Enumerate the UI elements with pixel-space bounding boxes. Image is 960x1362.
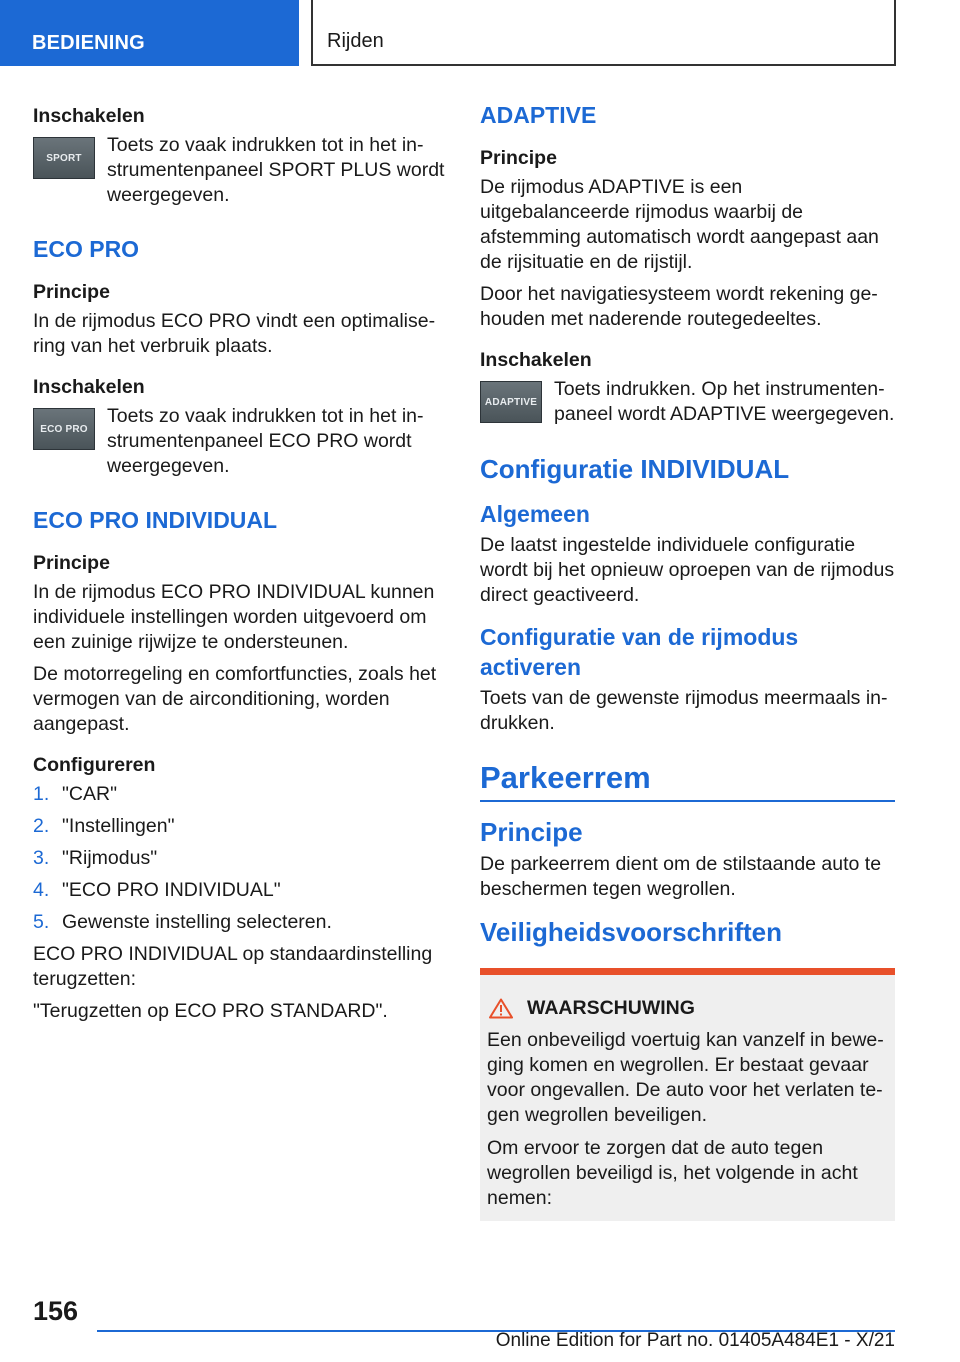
eco-individual-heading: ECO PRO INDIVIDUAL bbox=[33, 507, 278, 533]
adaptive-instruction-text: Toets indrukken. Op het instrumentenpaneel wordt ADAPTIVE weergegeven. bbox=[554, 378, 895, 425]
eco-pro-button-icon: ECO PRO bbox=[33, 408, 95, 450]
activate-text: Toets van de gewenste rijmodus meermaals indrukken. bbox=[480, 687, 888, 734]
eco-principle-text: In de rijmodus ECO PRO vindt een optimalisering van het verbruik plaats. bbox=[33, 310, 436, 357]
adaptive-instruction bbox=[480, 377, 895, 429]
reset-text-2: "Terugzetten op ECO PRO STANDARD". bbox=[33, 1000, 388, 1022]
safety-heading: Veiligheidsvoorschriften bbox=[480, 917, 782, 947]
list-item: 3. "Rijmodus" bbox=[33, 847, 158, 869]
reset-text-1: ECO PRO INDIVIDUAL op standaardinstelling terugzetten: bbox=[33, 943, 433, 990]
eco-individual-text-1: In de rijmodus ECO PRO INDIVIDUAL kunnen individuele instellingen worden uitgevoerd om een zuinige rijwijze te ondersteunen. bbox=[33, 581, 435, 653]
general-text: De laatst ingestelde individuele configuratie wordt bij het opnieuw oproepen van de rijmodus direct geactiveerd. bbox=[480, 534, 895, 606]
parking-principle-heading: Principe bbox=[480, 817, 583, 847]
adaptive-text-2: Door het navigatiesysteem wordt rekening gehouden met naderende routegedeeltes. bbox=[480, 283, 878, 330]
left-column bbox=[33, 100, 446, 1031]
eco-switch-heading: Inschakelen bbox=[33, 376, 145, 398]
sport-instruction bbox=[33, 133, 446, 208]
parking-principle-text: De parkeerrem dient om de stilstaande auto te beschermen tegen wegrollen. bbox=[480, 853, 882, 900]
eco-individual-text-2: De motorregeling en comfortfuncties, zoals het vermogen van de airconditioning, worden aangepast. bbox=[33, 663, 437, 735]
list-item: 1. "CAR" bbox=[33, 783, 118, 805]
eco-instruction-text: Toets zo vaak indrukken tot in het instrumentenpaneel ECO PRO wordt weergegeven. bbox=[107, 405, 424, 477]
list-item: 2. "Instellingen" bbox=[33, 815, 175, 837]
adaptive-button-icon: ADAPTIVE bbox=[480, 381, 542, 423]
warning-triangle-icon bbox=[489, 998, 513, 1019]
sport-button-icon: SPORT bbox=[33, 137, 95, 179]
configure-steps bbox=[33, 782, 446, 935]
section-tab: BEDIENING bbox=[0, 0, 299, 66]
activate-heading: Configuratie van de rijmodus activeren bbox=[480, 624, 799, 680]
sport-switch-heading: Inschakelen bbox=[33, 105, 145, 127]
page-header bbox=[0, 0, 960, 66]
config-individual-heading: Configuratie INDIVIDUAL bbox=[480, 454, 790, 484]
adaptive-heading: ADAPTIVE bbox=[480, 102, 597, 128]
page-number: 156 bbox=[33, 1296, 79, 1326]
configure-heading: Configureren bbox=[33, 754, 156, 776]
eco-instruction bbox=[33, 404, 446, 479]
warning-text-2: Om ervoor te zorgen dat de auto tegen wegrollen beveiligd is, het volgende in acht nemen: bbox=[487, 1137, 858, 1209]
eco-individual-principle-heading: Principe bbox=[33, 552, 110, 574]
sport-instruction-text: Toets zo vaak indrukken tot in het instrumentenpaneel SPORT PLUS wordt weergegeven. bbox=[107, 134, 445, 206]
warning-box bbox=[480, 968, 895, 1221]
list-item: 5. Gewenste instelling selecteren. bbox=[33, 911, 332, 933]
adaptive-principle-heading: Principe bbox=[480, 147, 557, 169]
chapter-tab: Rijden bbox=[311, 0, 896, 66]
adaptive-switch-heading: Inschakelen bbox=[480, 349, 592, 371]
adaptive-text-1: De rijmodus ADAPTIVE is een uitgebalanceerde rijmodus waarbij de afstemming automatisch wordt aangepast aan de rijsituatie en de rijstijl. bbox=[480, 176, 879, 273]
eco-pro-heading: ECO PRO bbox=[33, 236, 140, 262]
list-item: 4. "ECO PRO INDIVIDUAL" bbox=[33, 879, 281, 901]
eco-principle-heading: Principe bbox=[33, 281, 110, 303]
right-column bbox=[480, 100, 895, 1221]
warning-text-1: Een onbeveiligd voertuig kan vanzelf in beweging komen en wegrollen. Er bestaat gevaar voor ongevallen. De auto voor het verlaten tegen wegrollen beveiligen. bbox=[487, 1029, 884, 1126]
general-heading: Algemeen bbox=[480, 501, 590, 527]
footer-edition: Online Edition for Part no. 01405A484E1 - X/21 bbox=[495, 1330, 895, 1351]
parking-brake-heading: Parkeerrem bbox=[480, 758, 895, 802]
warning-title: WAARSCHUWING bbox=[487, 997, 888, 1020]
